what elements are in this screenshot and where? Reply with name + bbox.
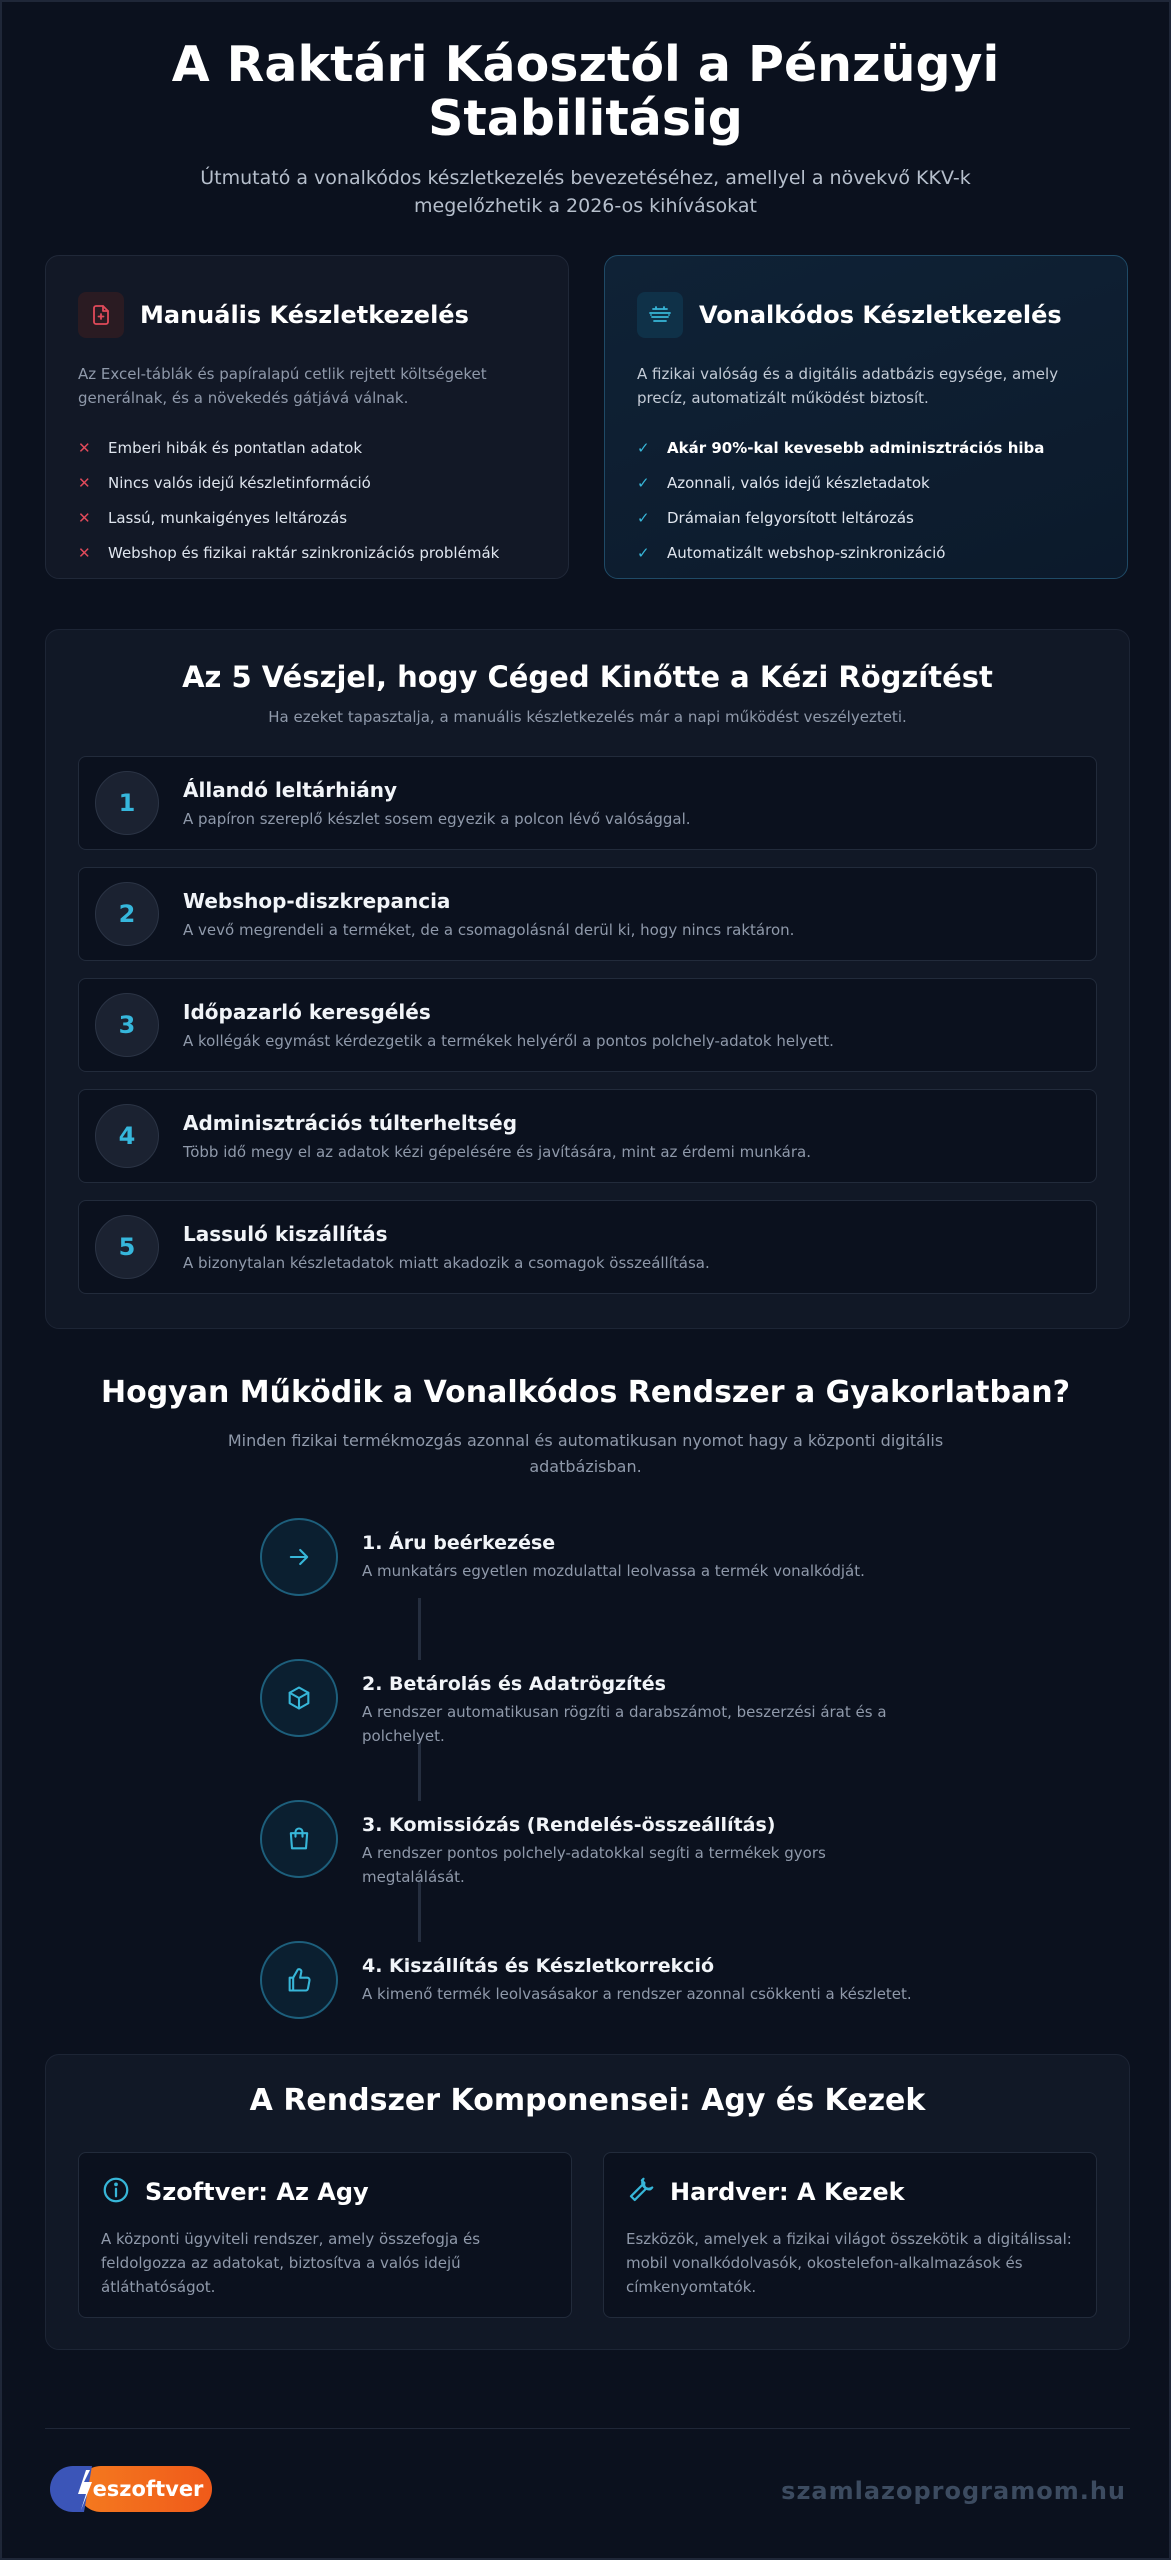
process-step [260,1518,922,1596]
list-item: ✓ Automatizált webshop-szinkronizáció [637,543,946,562]
step-title: 4. Kiszállítás és Készletkorrekció [362,1955,715,1977]
process-step [260,1659,922,1748]
sign-title: Webshop-diszkrepancia [183,889,451,913]
svg-text:eszoftver: eszoftver [92,2477,204,2501]
software-card [78,2152,572,2318]
comparison-section [45,255,1130,581]
sign-title: Időpazarló keresgélés [183,1000,431,1024]
step-title: 3. Komissiózás (Rendelés-összeállítás) [362,1814,776,1836]
page-title: A Raktári Káosztól a Pénzügyi Stabilitásig [171,36,1000,147]
sign-description: A kollégák egymást kérdezgetik a termékek helyéről a pontos polchely-adatok helyett. [183,1032,834,1050]
warning-sign-item [78,867,1097,961]
sign-title: Lassuló kiszállítás [183,1222,388,1246]
connector-line [418,1739,421,1801]
hardware-title: Hardver: A Kezek [670,2178,905,2206]
barcode-card-description: A fizikai valóság és a digitális adatbázis egysége, amely precíz, automatizált működést biztosít. [637,365,1059,407]
how-it-works-section [2,1375,1169,2003]
arrow-right-icon [260,1518,338,1596]
barcode-scan-icon [637,292,683,338]
footer-divider [45,2428,1130,2429]
eszoftver-logo[interactable] [48,2464,212,2514]
components-section [45,2054,1130,2350]
header [2,2,1169,220]
software-description: A központi ügyviteli rendszer, amely összefogja és feldolgozza az adatokat, biztosítva a valós idejű átláthatóságot. [101,2230,481,2296]
wrench-icon [626,2175,656,2209]
section-subtitle: Ha ezeket tapasztalja, a manuális készletkezelés már a napi működést veszélyezteti. [268,708,907,726]
warning-sign-item [78,756,1097,850]
barcode-benefits-list [637,430,1095,570]
number-badge: 4 [95,1104,159,1168]
manual-card-description: Az Excel-táblák és papíralapú cetlik rejtett költségeket generálnak, és a növekedés gátjává válnak. [78,365,487,407]
sign-description: A papíron szereplő készlet sosem egyezik a polcon lévő valósággal. [183,810,691,828]
process-step [260,1800,922,1889]
file-warning-icon [78,292,124,338]
step-title: 1. Áru beérkezése [362,1532,556,1554]
software-title: Szoftver: Az Agy [145,2178,369,2206]
info-icon [101,2175,131,2209]
cross-icon: ✕ [78,508,91,527]
barcode-card-title: Vonalkódos Készletkezelés [699,301,1062,329]
section-subtitle: Minden fizikai termékmozgás azonnal és automatikusan nyomot hagy a központi digitális adatbázisban. [227,1431,944,1476]
barcode-card [604,255,1128,579]
step-title: 2. Betárolás és Adatrögzítés [362,1673,666,1695]
step-description: A rendszer automatikusan rögzíti a darabszámot, beszerzési árat és a polchelyet. [362,1703,887,1745]
list-item: ✓ Azonnali, valós idejű készletadatok [637,473,930,492]
warning-sign-item [78,1089,1097,1183]
check-icon: ✓ [637,543,650,562]
connector-line [418,1880,421,1942]
sign-description: A bizonytalan készletadatok miatt akadozik a csomagok összeállítása. [183,1254,710,1272]
manual-card-title: Manuális Készletkezelés [140,301,469,329]
cross-icon: ✕ [78,438,91,457]
warning-signs-section [45,629,1130,1329]
warning-sign-item [78,978,1097,1072]
hardware-card [603,2152,1097,2318]
number-badge: 3 [95,993,159,1057]
cross-icon: ✕ [78,473,91,492]
number-badge: 2 [95,882,159,946]
check-icon: ✓ [637,508,650,527]
sign-description: Több idő megy el az adatok kézi gépelésére és javítására, mint az érdemi munkára. [183,1143,811,1161]
list-item: ✕ Lassú, munkaigényes leltározás [78,508,348,527]
step-description: A kimenő termék leolvasásakor a rendszer azonnal csökkenti a készletet. [362,1985,912,2003]
number-badge: 5 [95,1215,159,1279]
section-title: Az 5 Vészjel, hogy Céged Kinőtte a Kézi Rögzítést [182,660,993,694]
list-item: ✕ Nincs valós idejű készletinformáció [78,473,371,492]
website-url[interactable]: szamlazoprogramom.hu [781,2477,1126,2505]
section-title: A Rendszer Komponensei: Agy és Kezek [249,2083,926,2118]
check-icon: ✓ [637,438,650,457]
box-icon [260,1659,338,1737]
sign-title: Állandó leltárhiány [183,778,398,802]
check-icon: ✓ [637,473,650,492]
cross-icon: ✕ [78,543,91,562]
sign-description: A vevő megrendeli a terméket, de a csomagolásnál derül ki, hogy nincs raktáron. [183,921,795,939]
list-item: ✕ Emberi hibák és pontatlan adatok [78,438,363,457]
step-description: A munkatárs egyetlen mozdulattal leolvassa a termék vonalkódját. [362,1562,865,1580]
list-item: ✓ Akár 90%-kal kevesebb adminisztrációs hiba [637,438,1045,457]
step-description: A rendszer pontos polchely-adatokkal segíti a termékek gyors megtalálását. [362,1844,826,1886]
section-title: Hogyan Működik a Vonalkódos Rendszer a Gyakorlatban? [100,1375,1070,1410]
hardware-description: Eszközök, amelyek a fizikai világot összekötik a digitálissal: mobil vonalkódolvasók, okostelefon-alkalmazások és címkenyomtatók. [626,2230,1072,2296]
connector-line [418,1598,421,1660]
sign-title: Adminisztrációs túlterheltség [183,1111,518,1135]
number-badge: 1 [95,771,159,835]
process-step [260,1941,922,2019]
list-item: ✕ Webshop és fizikai raktár szinkronizációs problémák [78,543,500,562]
manual-card [45,255,569,579]
warning-signs-list [78,756,1097,1294]
shopping-bag-icon [260,1800,338,1878]
list-item: ✓ Drámaian felgyorsított leltározás [637,508,914,527]
page-subtitle: Útmutató a vonalkódos készletkezelés bevezetéséhez, amellyel a növekvő KKV-k megelőzhetik a 2026-os kihívásokat [200,167,971,217]
thumbs-up-icon [260,1941,338,2019]
warning-sign-item [78,1200,1097,1294]
manual-drawbacks-list [78,430,536,570]
